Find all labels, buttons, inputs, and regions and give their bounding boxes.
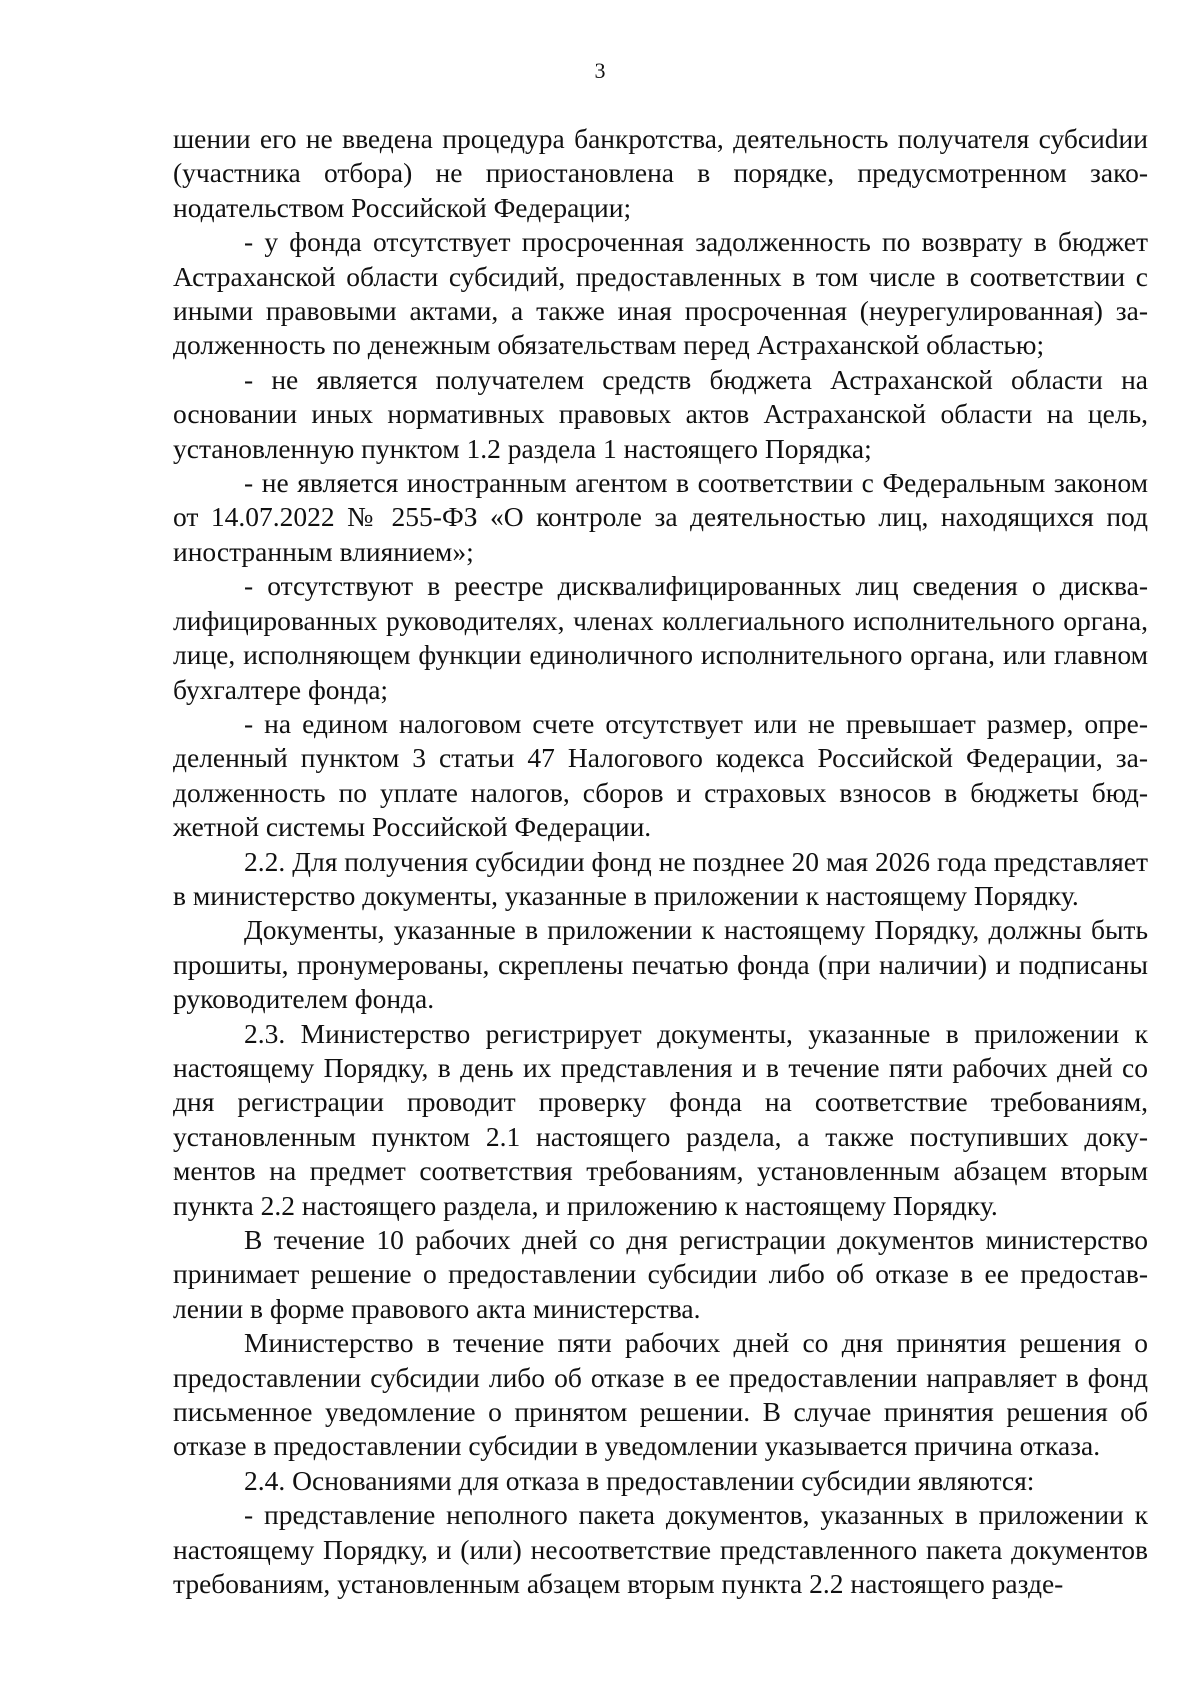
paragraph-notification: Министерство в течение пяти рабочих дней со дня принятия решения о предоставлении субсидии либо об отказе в ее предоставлении направляет в фонд письменное уведомление о принятом решении. В случае принятия решения об отказе в предоставлении субсидии в уведомлении указывается причина отказа. bbox=[173, 1327, 1148, 1462]
paragraph-condition-no-disqualified-persons: - отсутствуют в реестре дисквалифицированных лиц сведения о дисквалифицированных руководителях, членах коллегиального исполнительного органа, лице, исполняющем функции единоличного исполнительного органа, или главном бухгалтере фонда; bbox=[173, 570, 1148, 705]
paragraph-condition-not-budget-recipient: - не является получателем средств бюджета Астраханской области на основании иных нормативных правовых актов Астраханской области на цель, установленную пунктом 1.2 раздела 1 настоящего Порядка; bbox=[173, 363, 1148, 464]
paragraph-clause-2-3: 2.3. Министерство регистрирует документы, указанные в приложении к настоящему Порядку, в день их представления и в течение пяти рабочих дней со дня регистрации проводит проверку фонда на соответствие требованиям, установленным пунктом 2.1 настоящего раздела, а также поступивших документов на предмет соответствия требованиям, установленным абзацем вторым пункта 2.2 настоящего раздела, и приложению к настоящему Порядку. bbox=[173, 1017, 1148, 1221]
paragraph-continuation: шении его не введена процедура банкротства, деятельность получателя субсиdии (участника отбора) не приостановлена в порядке, предусмотренном законодательством Российской Федерации; bbox=[173, 123, 1148, 223]
paragraph-clause-2-4: 2.4. Основаниями для отказа в предоставлении субсидии являются: bbox=[244, 1464, 1035, 1496]
paragraph-decision-deadline: В течение 10 рабочих дней со дня регистрации документов министерство принимает решение о предоставлении субсидии либо об отказе в ее предоставлении в форме правового акта министерства. bbox=[173, 1224, 1148, 1324]
paragraph-condition-tax-account: - на едином налоговом счете отсутствует или не превышает размер, определенный пунктом 3 статьи 47 Налогового кодекса Российской Федерации, задолженность по уплате налогов, сборов и страховых взносов в бюджеты бюджетной системы Российской Федерации. bbox=[173, 707, 1148, 843]
paragraph-condition-not-foreign-agent: - не является иностранным агентом в соответствии с Федеральным законом от 14.07.2022 № 255-ФЗ «О контроле за деятельностью лиц, находящихся под иностранным влиянием»; bbox=[173, 467, 1148, 567]
paragraph-condition-no-overdue-debt: - у фонда отсутствует просроченная задолженность по возврату в бюджет Астраханской области субсидий, предоставленных в том числе в соответствии с иными правовыми актами, а также иная просроченная (неурегулированная) задолженность по денежным обязательствам перед Астраханской областью; bbox=[173, 226, 1148, 361]
document-body bbox=[173, 122, 1148, 1601]
paragraph-refusal-ground-incomplete: - представление неполного пакета документов, указанных в приложении к настоящему Порядку, и (или) несоответствие представленного пакета документов требованиям, установленным абзацем вторым пункта 2.2 настоящего разде- bbox=[173, 1499, 1148, 1600]
paragraph-documents-requirements: Документы, указанные в приложении к настоящему Порядку, должны быть прошиты, пронумерованы, скреплены печатью фонда (при наличии) и подписаны руководителем фонда. bbox=[173, 914, 1148, 1015]
paragraph-clause-2-2: 2.2. Для получения субсидии фонд не позднее 20 мая 2026 года представляет в министерство документы, указанные в приложении к настоящему Порядку. bbox=[173, 845, 1148, 911]
page-number: 3 bbox=[594, 58, 606, 83]
